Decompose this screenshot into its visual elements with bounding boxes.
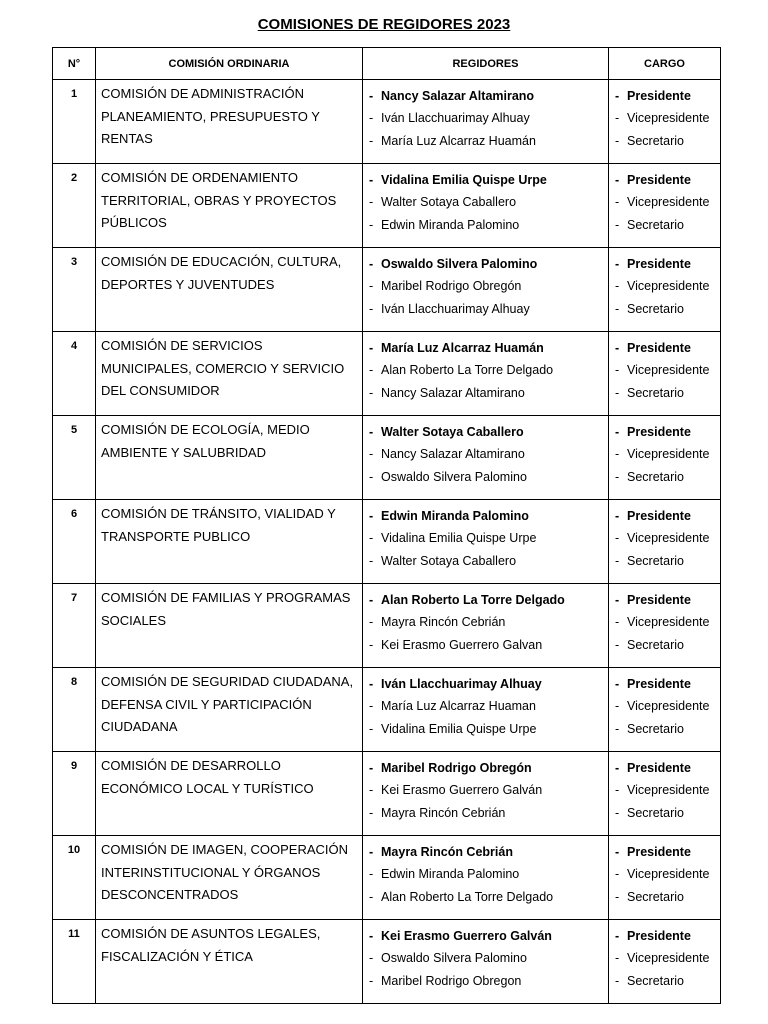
member-item (369, 970, 604, 992)
role-name: Secretario (627, 133, 684, 148)
bullet-dash: - (369, 363, 374, 378)
member-name: Alan Roberto La Torre Delgado (381, 889, 554, 904)
role-name: Vicepresidente (627, 447, 710, 462)
role-item (615, 214, 716, 236)
role-name: Secretario (627, 805, 684, 820)
member-item (369, 695, 604, 717)
roles-cell (609, 752, 721, 836)
bullet-dash: - (615, 867, 620, 882)
bullet-dash: - (369, 469, 374, 484)
bullet-dash: - (615, 951, 620, 966)
role-name: Secretario (627, 469, 684, 484)
table-row (53, 332, 721, 416)
role-item (615, 466, 716, 488)
member-item (369, 634, 604, 656)
member-item (369, 863, 604, 885)
role-item (615, 421, 716, 443)
role-name: Presidente (627, 929, 691, 943)
member-name: Edwin Miranda Palomino (381, 867, 520, 882)
member-item (369, 779, 604, 801)
role-item (615, 443, 716, 465)
bullet-dash: - (615, 761, 620, 775)
bullet-dash: - (615, 111, 620, 126)
role-name: Secretario (627, 385, 684, 400)
row-number: 5 (53, 416, 96, 500)
role-item (615, 611, 716, 633)
role-item (615, 382, 716, 404)
commission-name: COMISIÓN DE TRÁNSITO, VIALIDAD Y TRANSPORTE PUBLICO (96, 500, 363, 584)
commission-name: COMISIÓN DE SEGURIDAD CIUDADANA, DEFENSA CIVIL Y PARTICIPACIÓN CIUDADANA (96, 668, 363, 752)
roles-cell (609, 836, 721, 920)
members-cell (363, 164, 609, 248)
member-item (369, 925, 604, 947)
member-name: Mayra Rincón Cebrián (381, 615, 506, 630)
roles-list (609, 584, 720, 656)
members-cell (363, 920, 609, 1004)
role-item (615, 359, 716, 381)
member-name: María Luz Alcarraz Huamán (381, 133, 536, 148)
table-row (53, 668, 721, 752)
bullet-dash: - (369, 217, 374, 232)
bullet-dash: - (369, 531, 374, 546)
roles-cell (609, 332, 721, 416)
member-name: Walter Sotaya Caballero (381, 553, 517, 568)
table-row (53, 164, 721, 248)
table-row (53, 584, 721, 668)
bullet-dash: - (369, 845, 374, 859)
bullet-dash: - (615, 217, 620, 232)
member-item (369, 214, 604, 236)
roles-list (609, 80, 720, 152)
bullet-dash: - (369, 257, 374, 271)
role-item (615, 85, 716, 107)
bullet-dash: - (615, 637, 620, 652)
role-item (615, 550, 716, 572)
member-name: Vidalina Emilia Quispe Urpe (381, 721, 537, 736)
role-name: Presidente (627, 677, 691, 691)
role-name: Presidente (627, 173, 691, 187)
table-row (53, 80, 721, 164)
roles-cell (609, 80, 721, 164)
bullet-dash: - (615, 195, 620, 210)
member-item (369, 337, 604, 359)
role-item (615, 505, 716, 527)
row-number: 10 (53, 836, 96, 920)
role-name: Vicepresidente (627, 195, 710, 210)
role-item (615, 275, 716, 297)
table-row (53, 836, 721, 920)
commission-name: COMISIÓN DE ORDENAMIENTO TERRITORIAL, OBRAS Y PROYECTOS PÚBLICOS (96, 164, 363, 248)
member-item (369, 253, 604, 275)
commission-name: COMISIÓN DE FAMILIAS Y PROGRAMAS SOCIALES (96, 584, 363, 668)
member-item (369, 505, 604, 527)
role-item (615, 527, 716, 549)
member-item (369, 886, 604, 908)
role-name: Vicepresidente (627, 699, 710, 714)
roles-cell (609, 416, 721, 500)
members-list (363, 752, 608, 824)
table-body (53, 80, 721, 1004)
bullet-dash: - (369, 425, 374, 439)
bullet-dash: - (615, 845, 620, 859)
role-item (615, 169, 716, 191)
members-cell (363, 416, 609, 500)
header-commission: COMISIÓN ORDINARIA (96, 48, 363, 80)
bullet-dash: - (615, 929, 620, 943)
roles-list (609, 164, 720, 236)
bullet-dash: - (615, 425, 620, 439)
table-header (53, 48, 721, 80)
role-name: Secretario (627, 973, 684, 988)
bullet-dash: - (369, 637, 374, 652)
role-item (615, 970, 716, 992)
member-name: Kei Erasmo Guerrero Galván (381, 929, 552, 943)
members-cell (363, 80, 609, 164)
bullet-dash: - (615, 783, 620, 798)
bullet-dash: - (369, 111, 374, 126)
bullet-dash: - (615, 889, 620, 904)
members-cell (363, 332, 609, 416)
bullet-dash: - (369, 279, 374, 294)
commissions-table (52, 47, 721, 1004)
role-item (615, 298, 716, 320)
member-item (369, 191, 604, 213)
members-list (363, 500, 608, 572)
bullet-dash: - (369, 805, 374, 820)
members-cell (363, 752, 609, 836)
role-name: Vicepresidente (627, 783, 710, 798)
row-number: 11 (53, 920, 96, 1004)
role-name: Vicepresidente (627, 867, 710, 882)
member-item (369, 421, 604, 443)
bullet-dash: - (615, 279, 620, 294)
bullet-dash: - (369, 89, 374, 103)
members-list (363, 248, 608, 320)
members-list (363, 584, 608, 656)
role-item (615, 107, 716, 129)
row-number: 3 (53, 248, 96, 332)
members-cell (363, 248, 609, 332)
role-name: Secretario (627, 301, 684, 316)
bullet-dash: - (369, 301, 374, 316)
member-item (369, 130, 604, 152)
header-role: CARGO (609, 48, 721, 80)
header-row (53, 48, 721, 80)
roles-list (609, 416, 720, 488)
member-item (369, 359, 604, 381)
member-item (369, 947, 604, 969)
roles-list (609, 752, 720, 824)
members-list (363, 164, 608, 236)
bullet-dash: - (615, 133, 620, 148)
role-name: Vicepresidente (627, 615, 710, 630)
member-name: Iván Llacchuarimay Alhuay (381, 301, 530, 316)
role-item (615, 695, 716, 717)
row-number: 2 (53, 164, 96, 248)
bullet-dash: - (369, 677, 374, 691)
member-name: Nancy Salazar Altamirano (381, 385, 525, 400)
roles-list (609, 248, 720, 320)
bullet-dash: - (615, 447, 620, 462)
role-name: Presidente (627, 761, 691, 775)
member-item (369, 841, 604, 863)
header-number: N° (53, 48, 96, 80)
member-item (369, 673, 604, 695)
commission-name: COMISIÓN DE ADMINISTRACIÓN PLANEAMIENTO, PRESUPUESTO Y RENTAS (96, 80, 363, 164)
role-name: Presidente (627, 89, 691, 103)
bullet-dash: - (615, 699, 620, 714)
member-name: Iván Llacchuarimay Alhuay (381, 677, 542, 691)
bullet-dash: - (615, 363, 620, 378)
bullet-dash: - (615, 805, 620, 820)
table-row (53, 752, 721, 836)
member-name: Edwin Miranda Palomino (381, 509, 529, 523)
role-item (615, 673, 716, 695)
members-list (363, 836, 608, 908)
bullet-dash: - (615, 509, 620, 523)
bullet-dash: - (369, 973, 374, 988)
member-item (369, 550, 604, 572)
member-name: Oswaldo Silvera Palomino (381, 469, 527, 484)
role-name: Presidente (627, 845, 691, 859)
bullet-dash: - (615, 593, 620, 607)
member-name: Maribel Rodrigo Obregón (381, 761, 532, 775)
role-name: Secretario (627, 637, 684, 652)
member-name: Walter Sotaya Caballero (381, 195, 517, 210)
bullet-dash: - (615, 89, 620, 103)
bullet-dash: - (369, 951, 374, 966)
role-item (615, 802, 716, 824)
role-name: Vicepresidente (627, 363, 710, 378)
roles-cell (609, 584, 721, 668)
row-number: 4 (53, 332, 96, 416)
roles-list (609, 920, 720, 992)
member-name: Edwin Miranda Palomino (381, 217, 520, 232)
commission-name: COMISIÓN DE SERVICIOS MUNICIPALES, COMERCIO Y SERVICIO DEL CONSUMIDOR (96, 332, 363, 416)
member-item (369, 802, 604, 824)
members-cell (363, 584, 609, 668)
bullet-dash: - (369, 173, 374, 187)
member-name: María Luz Alcarraz Huamán (381, 341, 544, 355)
role-name: Presidente (627, 257, 691, 271)
member-item (369, 85, 604, 107)
member-item (369, 527, 604, 549)
role-name: Vicepresidente (627, 531, 710, 546)
row-number: 1 (53, 80, 96, 164)
member-name: Alan Roberto La Torre Delgado (381, 363, 554, 378)
row-number: 6 (53, 500, 96, 584)
role-item (615, 337, 716, 359)
member-item (369, 275, 604, 297)
role-name: Presidente (627, 341, 691, 355)
role-name: Secretario (627, 217, 684, 232)
bullet-dash: - (369, 699, 374, 714)
member-name: Vidalina Emilia Quispe Urpe (381, 531, 537, 546)
bullet-dash: - (615, 469, 620, 484)
roles-cell (609, 920, 721, 1004)
table-row (53, 500, 721, 584)
role-item (615, 947, 716, 969)
member-name: María Luz Alcarraz Huaman (381, 699, 536, 714)
roles-list (609, 836, 720, 908)
bullet-dash: - (369, 867, 374, 882)
member-item (369, 589, 604, 611)
bullet-dash: - (615, 301, 620, 316)
bullet-dash: - (369, 783, 374, 798)
document-title: COMISIONES DE REGIDORES 2023 (257, 16, 511, 33)
bullet-dash: - (615, 615, 620, 630)
row-number: 9 (53, 752, 96, 836)
role-name: Vicepresidente (627, 111, 710, 126)
bullet-dash: - (615, 257, 620, 271)
role-name: Presidente (627, 593, 691, 607)
commission-name: COMISIÓN DE EDUCACIÓN, CULTURA, DEPORTES Y JUVENTUDES (96, 248, 363, 332)
members-list (363, 80, 608, 152)
member-name: Kei Erasmo Guerrero Galván (381, 783, 543, 798)
members-list (363, 668, 608, 740)
roles-cell (609, 248, 721, 332)
member-name: Mayra Rincón Cebrián (381, 805, 506, 820)
member-name: Iván Llacchuarimay Alhuay (381, 111, 530, 126)
role-name: Secretario (627, 553, 684, 568)
bullet-dash: - (615, 721, 620, 736)
members-cell (363, 668, 609, 752)
member-name: Vidalina Emilia Quispe Urpe (381, 173, 547, 187)
bullet-dash: - (369, 509, 374, 523)
role-name: Vicepresidente (627, 951, 710, 966)
commission-name: COMISIÓN DE ECOLOGÍA, MEDIO AMBIENTE Y SALUBRIDAD (96, 416, 363, 500)
member-item (369, 107, 604, 129)
role-item (615, 253, 716, 275)
bullet-dash: - (369, 761, 374, 775)
role-name: Presidente (627, 425, 691, 439)
row-number: 7 (53, 584, 96, 668)
role-item (615, 634, 716, 656)
member-name: Maribel Rodrigo Obregon (381, 973, 522, 988)
bullet-dash: - (369, 341, 374, 355)
bullet-dash: - (615, 531, 620, 546)
bullet-dash: - (615, 973, 620, 988)
member-name: Kei Erasmo Guerrero Galvan (381, 637, 543, 652)
member-item (369, 611, 604, 633)
member-item (369, 757, 604, 779)
table-row (53, 416, 721, 500)
role-item (615, 841, 716, 863)
bullet-dash: - (369, 553, 374, 568)
role-item (615, 130, 716, 152)
member-item (369, 169, 604, 191)
members-cell (363, 500, 609, 584)
member-item (369, 718, 604, 740)
bullet-dash: - (615, 385, 620, 400)
role-name: Vicepresidente (627, 279, 710, 294)
bullet-dash: - (369, 889, 374, 904)
role-item (615, 886, 716, 908)
member-name: Oswaldo Silvera Palomino (381, 951, 527, 966)
bullet-dash: - (369, 615, 374, 630)
member-item (369, 466, 604, 488)
bullet-dash: - (615, 677, 620, 691)
role-name: Presidente (627, 509, 691, 523)
bullet-dash: - (369, 447, 374, 462)
member-name: Alan Roberto La Torre Delgado (381, 593, 565, 607)
role-item (615, 718, 716, 740)
bullet-dash: - (615, 173, 620, 187)
role-item (615, 863, 716, 885)
row-number: 8 (53, 668, 96, 752)
role-item (615, 589, 716, 611)
bullet-dash: - (369, 593, 374, 607)
bullet-dash: - (369, 385, 374, 400)
members-cell (363, 836, 609, 920)
commission-name: COMISIÓN DE DESARROLLO ECONÓMICO LOCAL Y TURÍSTICO (96, 752, 363, 836)
bullet-dash: - (615, 553, 620, 568)
role-item (615, 779, 716, 801)
member-name: Nancy Salazar Altamirano (381, 89, 535, 103)
commission-name: COMISIÓN DE ASUNTOS LEGALES, FISCALIZACIÓN Y ÉTICA (96, 920, 363, 1004)
roles-list (609, 500, 720, 572)
bullet-dash: - (369, 929, 374, 943)
role-name: Secretario (627, 889, 684, 904)
roles-list (609, 668, 720, 740)
role-item (615, 757, 716, 779)
table-row (53, 920, 721, 1004)
member-name: Nancy Salazar Altamirano (381, 447, 525, 462)
member-item (369, 298, 604, 320)
bullet-dash: - (369, 721, 374, 736)
table-row (53, 248, 721, 332)
member-name: Maribel Rodrigo Obregón (381, 279, 522, 294)
role-item (615, 191, 716, 213)
roles-cell (609, 164, 721, 248)
commission-name: COMISIÓN DE IMAGEN, COOPERACIÓN INTERINSTITUCIONAL Y ÓRGANOS DESCONCENTRADOS (96, 836, 363, 920)
role-name: Secretario (627, 721, 684, 736)
bullet-dash: - (369, 195, 374, 210)
members-list (363, 416, 608, 488)
member-item (369, 443, 604, 465)
member-name: Walter Sotaya Caballero (381, 425, 524, 439)
member-name: Oswaldo Silvera Palomino (381, 257, 538, 271)
role-item (615, 925, 716, 947)
roles-cell (609, 500, 721, 584)
bullet-dash: - (615, 341, 620, 355)
members-list (363, 920, 608, 992)
roles-list (609, 332, 720, 404)
header-members: REGIDORES (363, 48, 609, 80)
member-item (369, 382, 604, 404)
members-list (363, 332, 608, 404)
member-name: Mayra Rincón Cebrián (381, 845, 513, 859)
bullet-dash: - (369, 133, 374, 148)
roles-cell (609, 668, 721, 752)
